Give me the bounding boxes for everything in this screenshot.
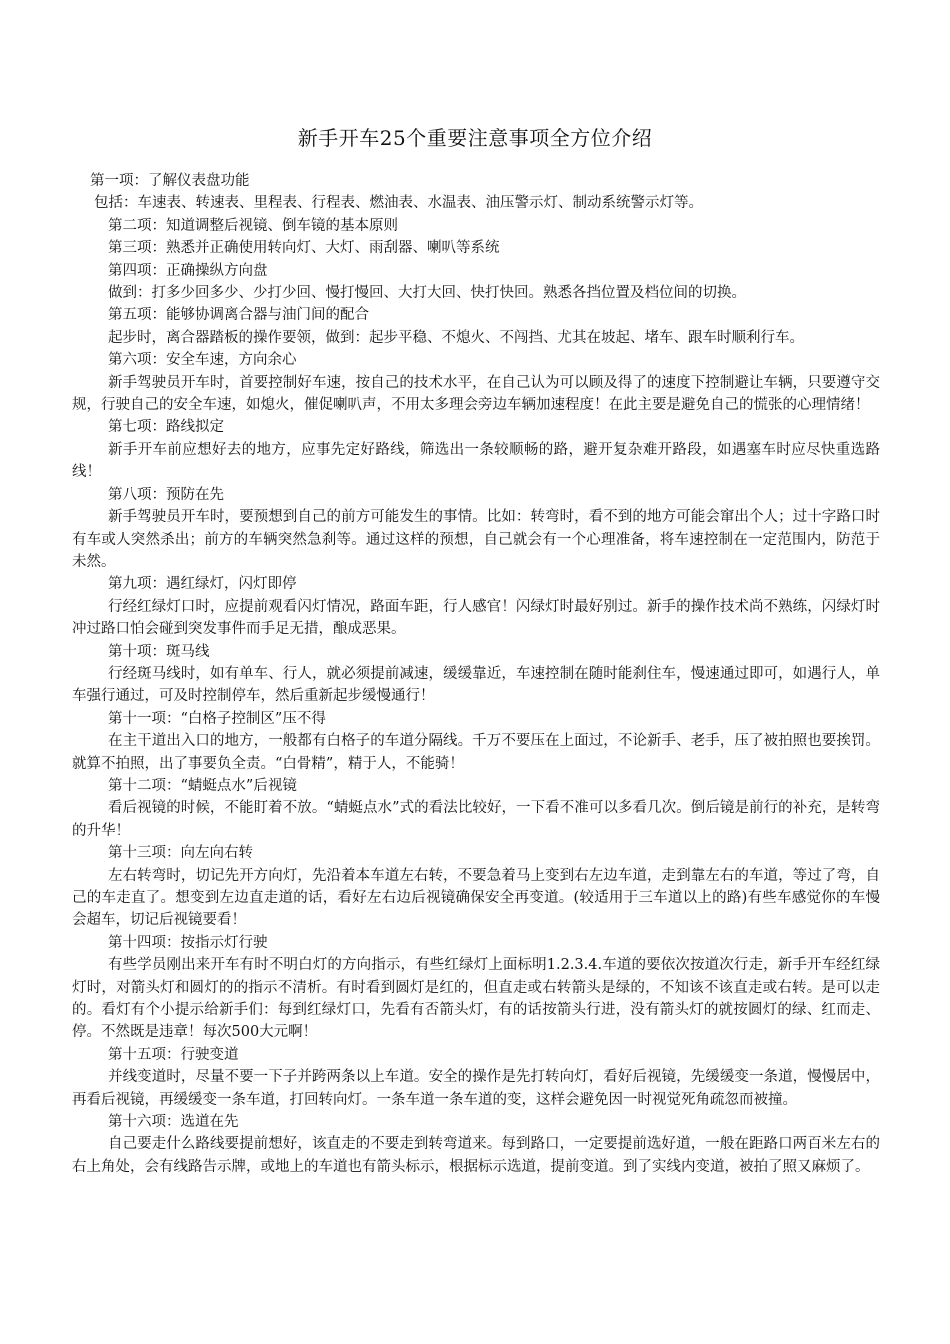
section-body: 包括：车速表、转速表、里程表、行程表、燃油表、水温表、油压警示灯、制动系统警示灯等。 (94, 195, 703, 212)
section-heading: 第十六项：选道在先 (108, 1114, 239, 1131)
section-heading: 第五项：能够协调离合器与油门间的配合 (108, 307, 369, 324)
section-body: 自己要走什么路线要提前想好，该直走的不要走到转弯道来。每到路口，一定要提前选好道，一般在距路口两百米左右的右上角处，会有线路告示牌，或地上的车道也有箭头标示，根据标示选道，提前变道。到了实线内变道，被拍了照又麻烦了。 (72, 1136, 880, 1175)
section-heading: 第十四项：按指示灯行驶 (108, 934, 268, 951)
section-heading: 第十项：斑马线 (108, 643, 210, 660)
section-heading: 第八项：预防在先 (108, 486, 224, 503)
section-heading: 第四项：正确操纵方向盘 (108, 262, 268, 279)
section-heading: 第一项：了解仪表盘功能 (90, 173, 250, 189)
section-body: 行经斑马线时，如有单车、行人，就必须提前减速，缓缓靠近，车速控制在随时能刹住车，慢速通过即可，如遇行人，单车强行通过，可及时控制停车，然后重新起步缓慢通行！ (72, 665, 880, 705)
section-heading: 第二项：知道调整后视镜、倒车镜的基本原则 (108, 217, 398, 234)
section-body: 做到：打多少回多少、少打少回、慢打慢回、大打大回、快打快回。熟悉各挡位置及档位间的切换。 (108, 285, 746, 302)
section-body: 行经红绿灯口时，应提前观看闪灯情况，路面车距，行人感官！闪绿灯时最好别过。新手的操作技术尚不熟练，闪绿灯时冲过路口怕会碰到突发事件而手足无措，酿成恶果。 (72, 598, 880, 638)
section-body: 看后视镜的时候，不能盯着不放。“蜻蜓点水”式的看法比较好，一下看不准可以多看几次。倒后镜是前行的补充，是转弯的升华！ (72, 800, 880, 839)
section-body: 在主干道出入口的地方，一般都有白格子的车道分隔线。千万不要压在上面过，不论新手、老手，压了被拍照也要挨罚。就算不拍照，出了事要负全责。“白骨精”，精于人，不能骑！ (72, 733, 880, 772)
section-heading: 第七项：路线拟定 (108, 419, 224, 436)
section-heading: 第九项：遇红绿灯，闪灯即停 (108, 576, 297, 593)
section-body: 左右转弯时，切记先开方向灯，先沿着本车道左右转，不要急着马上变到右左边车道，走到靠左右的车道，等过了弯，自己的车走直了。想变到左边直走道的话，看好左右边后视镜确保安全再变道。(较适用于三车道以上的路)有些车感觉你的车慢会超车，切记后视镜要看！ (72, 867, 880, 929)
section-body: 并线变道时，尽量不要一下子并跨两条以上车道。安全的操作是先打转向灯，看好后视镜，先缓缓变一条道，慢慢居中，再看后视镜，再缓缓变一条车道，打回转向灯。一条车道一条车道的变，这样会避免因一时视觉死角疏忽而被撞。 (72, 1069, 880, 1108)
section-heading: 第十五项：行驶变道 (108, 1046, 239, 1063)
section-body: 新手开车前应想好去的地方，应事先定好路线，筛选出一条较顺畅的路，避开复杂难开路段，如遇塞车时应尽快重选路线！ (72, 441, 880, 481)
section-heading: 第十一项：“白格子控制区”压不得 (108, 710, 326, 727)
document-body (72, 170, 880, 1178)
document-title: 新手开车25个重要注意事项全方位介绍 (297, 126, 653, 150)
section-body: 新手驾驶员开车时，首要控制好车速，按自己的技术水平，在自己认为可以顾及得了的速度下控制避让车辆，只要遵守交规，行驶自己的安全车速，如熄火，催促喇叭声，不用太多理会旁边车辆加速程度！在此主要是避免自己的慌张的心理情绪！ (72, 374, 880, 414)
section-heading: 第十二项：“蜻蜓点水”后视镜 (108, 777, 297, 794)
section-body: 新手驾驶员开车时，要预想到自己的前方可能发生的事情。比如：转弯时，看不到的地方可能会窜出个人；过十字路口时有车或人突然杀出；前方的车辆突然急刹等。通过这样的预想，自己就会有一个心理准备，将车速控制在一定范围内，防范于未然。 (72, 509, 880, 570)
section-heading: 第六项：安全车速，方向余心 (108, 352, 297, 369)
section-heading: 第三项：熟悉并正确使用转向灯、大灯、雨刮器、喇叭等系统 (108, 240, 500, 257)
section-body: 有些学员刚出来开车有时不明白灯的方向指示，有些红绿灯上面标明1.2.3.4.车道的要依次按道次行走，新手开车经红绿灯时，对箭头灯和圆灯的的指示不清析。有时看到圆灯是红的，但直走或右转箭头是绿的，不知该不该直走或右转。是可以走的。看灯有个小提示给新手们：每到红绿灯口，先看有否箭头灯，有的话按箭头行进，没有箭头灯的就按圆灯的绿、红而走、停。不然既是违章！每次500大元啊！ (72, 957, 880, 1041)
section-body: 起步时，离合器踏板的操作要领，做到：起步平稳、不熄火、不闯挡、尤其在坡起、堵车、跟车时顺利行车。 (108, 329, 804, 346)
section-heading: 第十三项：向左向右转 (108, 845, 253, 862)
